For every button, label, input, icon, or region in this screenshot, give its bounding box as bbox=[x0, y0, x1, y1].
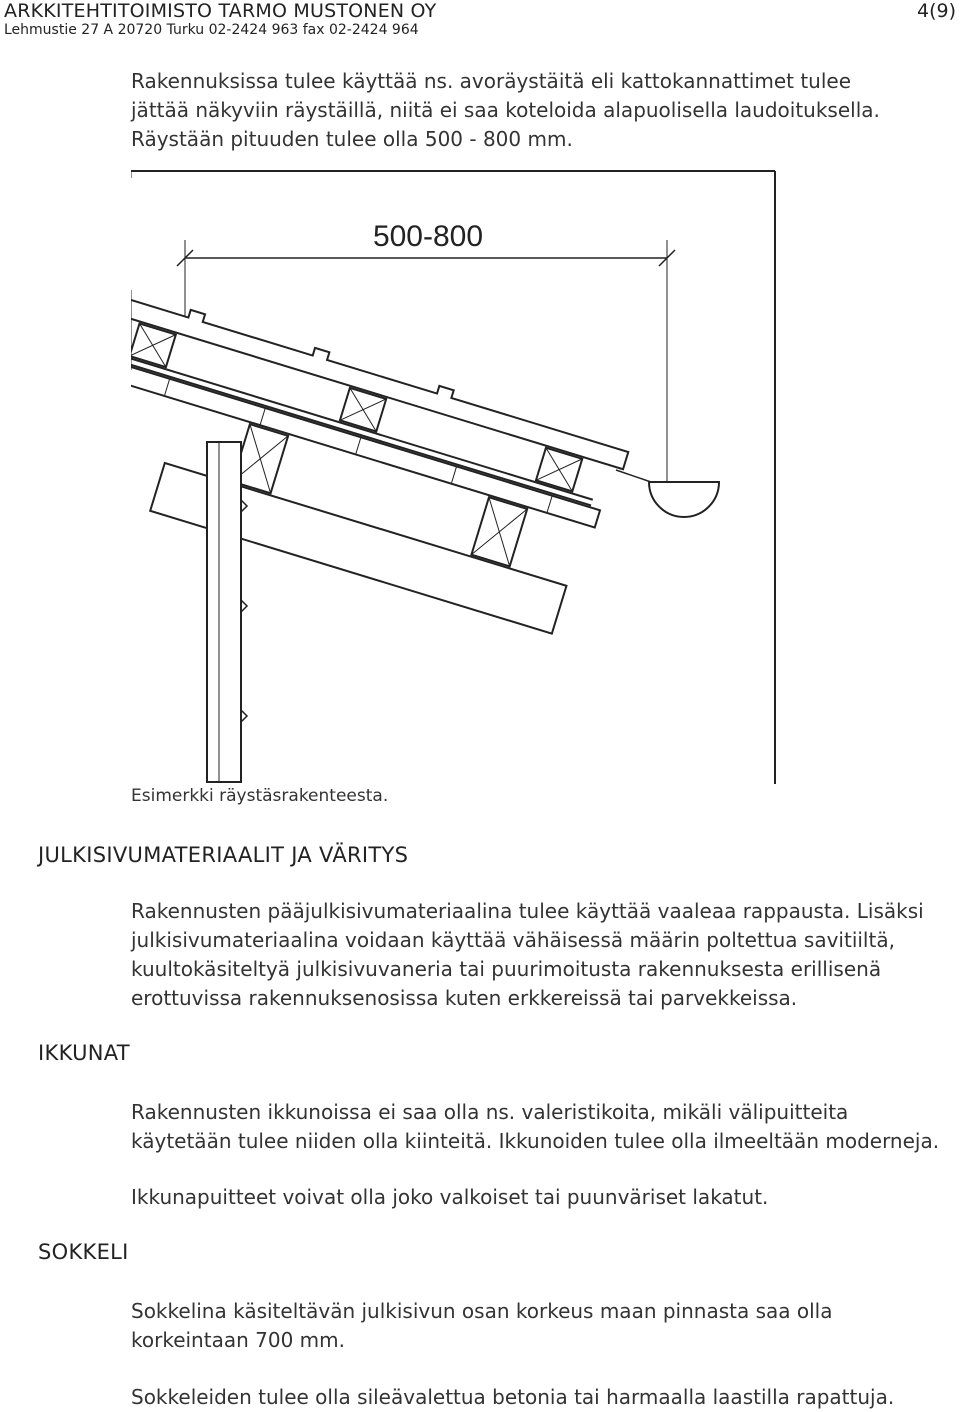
firm-address: Lehmustie 27 A 20720 Turku 02-2424 963 fax 02-2424 964 bbox=[4, 22, 419, 38]
heading-sokkeli: SOKKELI bbox=[38, 1240, 129, 1264]
dimension-label: 500-800 bbox=[372, 220, 484, 253]
heading-ikkunat: IKKUNAT bbox=[38, 1041, 130, 1065]
eaves-drawing bbox=[131, 170, 776, 785]
sokkeli-paragraph-2: Sokkeleiden tulee olla sileävalettua betonia tai harmaalla laastilla rapattuja. bbox=[131, 1385, 895, 1409]
heading-julkisivu: JULKISIVUMATERIAALIT JA VÄRITYS bbox=[38, 843, 409, 867]
sokkeli-paragraph-1: Sokkelina käsiteltävän julkisivun osan korkeus maan pinnasta saa olla korkeintaan 700 mm. bbox=[131, 1299, 833, 1352]
firm-name: ARKKITEHTITOIMISTO TARMO MUSTONEN OY bbox=[4, 0, 437, 22]
page-number: 4(9) bbox=[916, 0, 956, 22]
intro-paragraph: Rakennuksissa tulee käyttää ns. avoräystäitä eli kattokannattimet tulee jättää näkyviin räystäillä, niitä ei saa koteloida alapuolisella laudoituksella. Räystään pituuden tulee olla 500 - 800 mm. bbox=[131, 69, 880, 151]
julkisivu-paragraph: Rakennusten pääjulkisivumateriaalina tulee käyttää vaaleaa rappausta. Lisäksi julkisivumateriaalina voidaan käyttää vähäisessä määrin poltettua savitiiltä, kuultokäsiteltyä julkisivuvaneria tai puurimoitusta rakennuksesta erillisenä erottuvissa rakennuksenosissa kuten erkkereissä tai parvekkeissa. bbox=[131, 899, 924, 1010]
ikkunat-paragraph-1: Rakennusten ikkunoissa ei saa olla ns. valeristikoita, mikäli välipuitteita käytetään tulee niiden olla kiinteitä. Ikkunoiden tulee olla ilmeeltään moderneja. bbox=[131, 1100, 940, 1153]
figure-caption: Esimerkki räystäsrakenteesta. bbox=[131, 786, 389, 806]
ikkunat-paragraph-2: Ikkunapuitteet voivat olla joko valkoiset tai puunväriset lakatut. bbox=[131, 1185, 769, 1209]
